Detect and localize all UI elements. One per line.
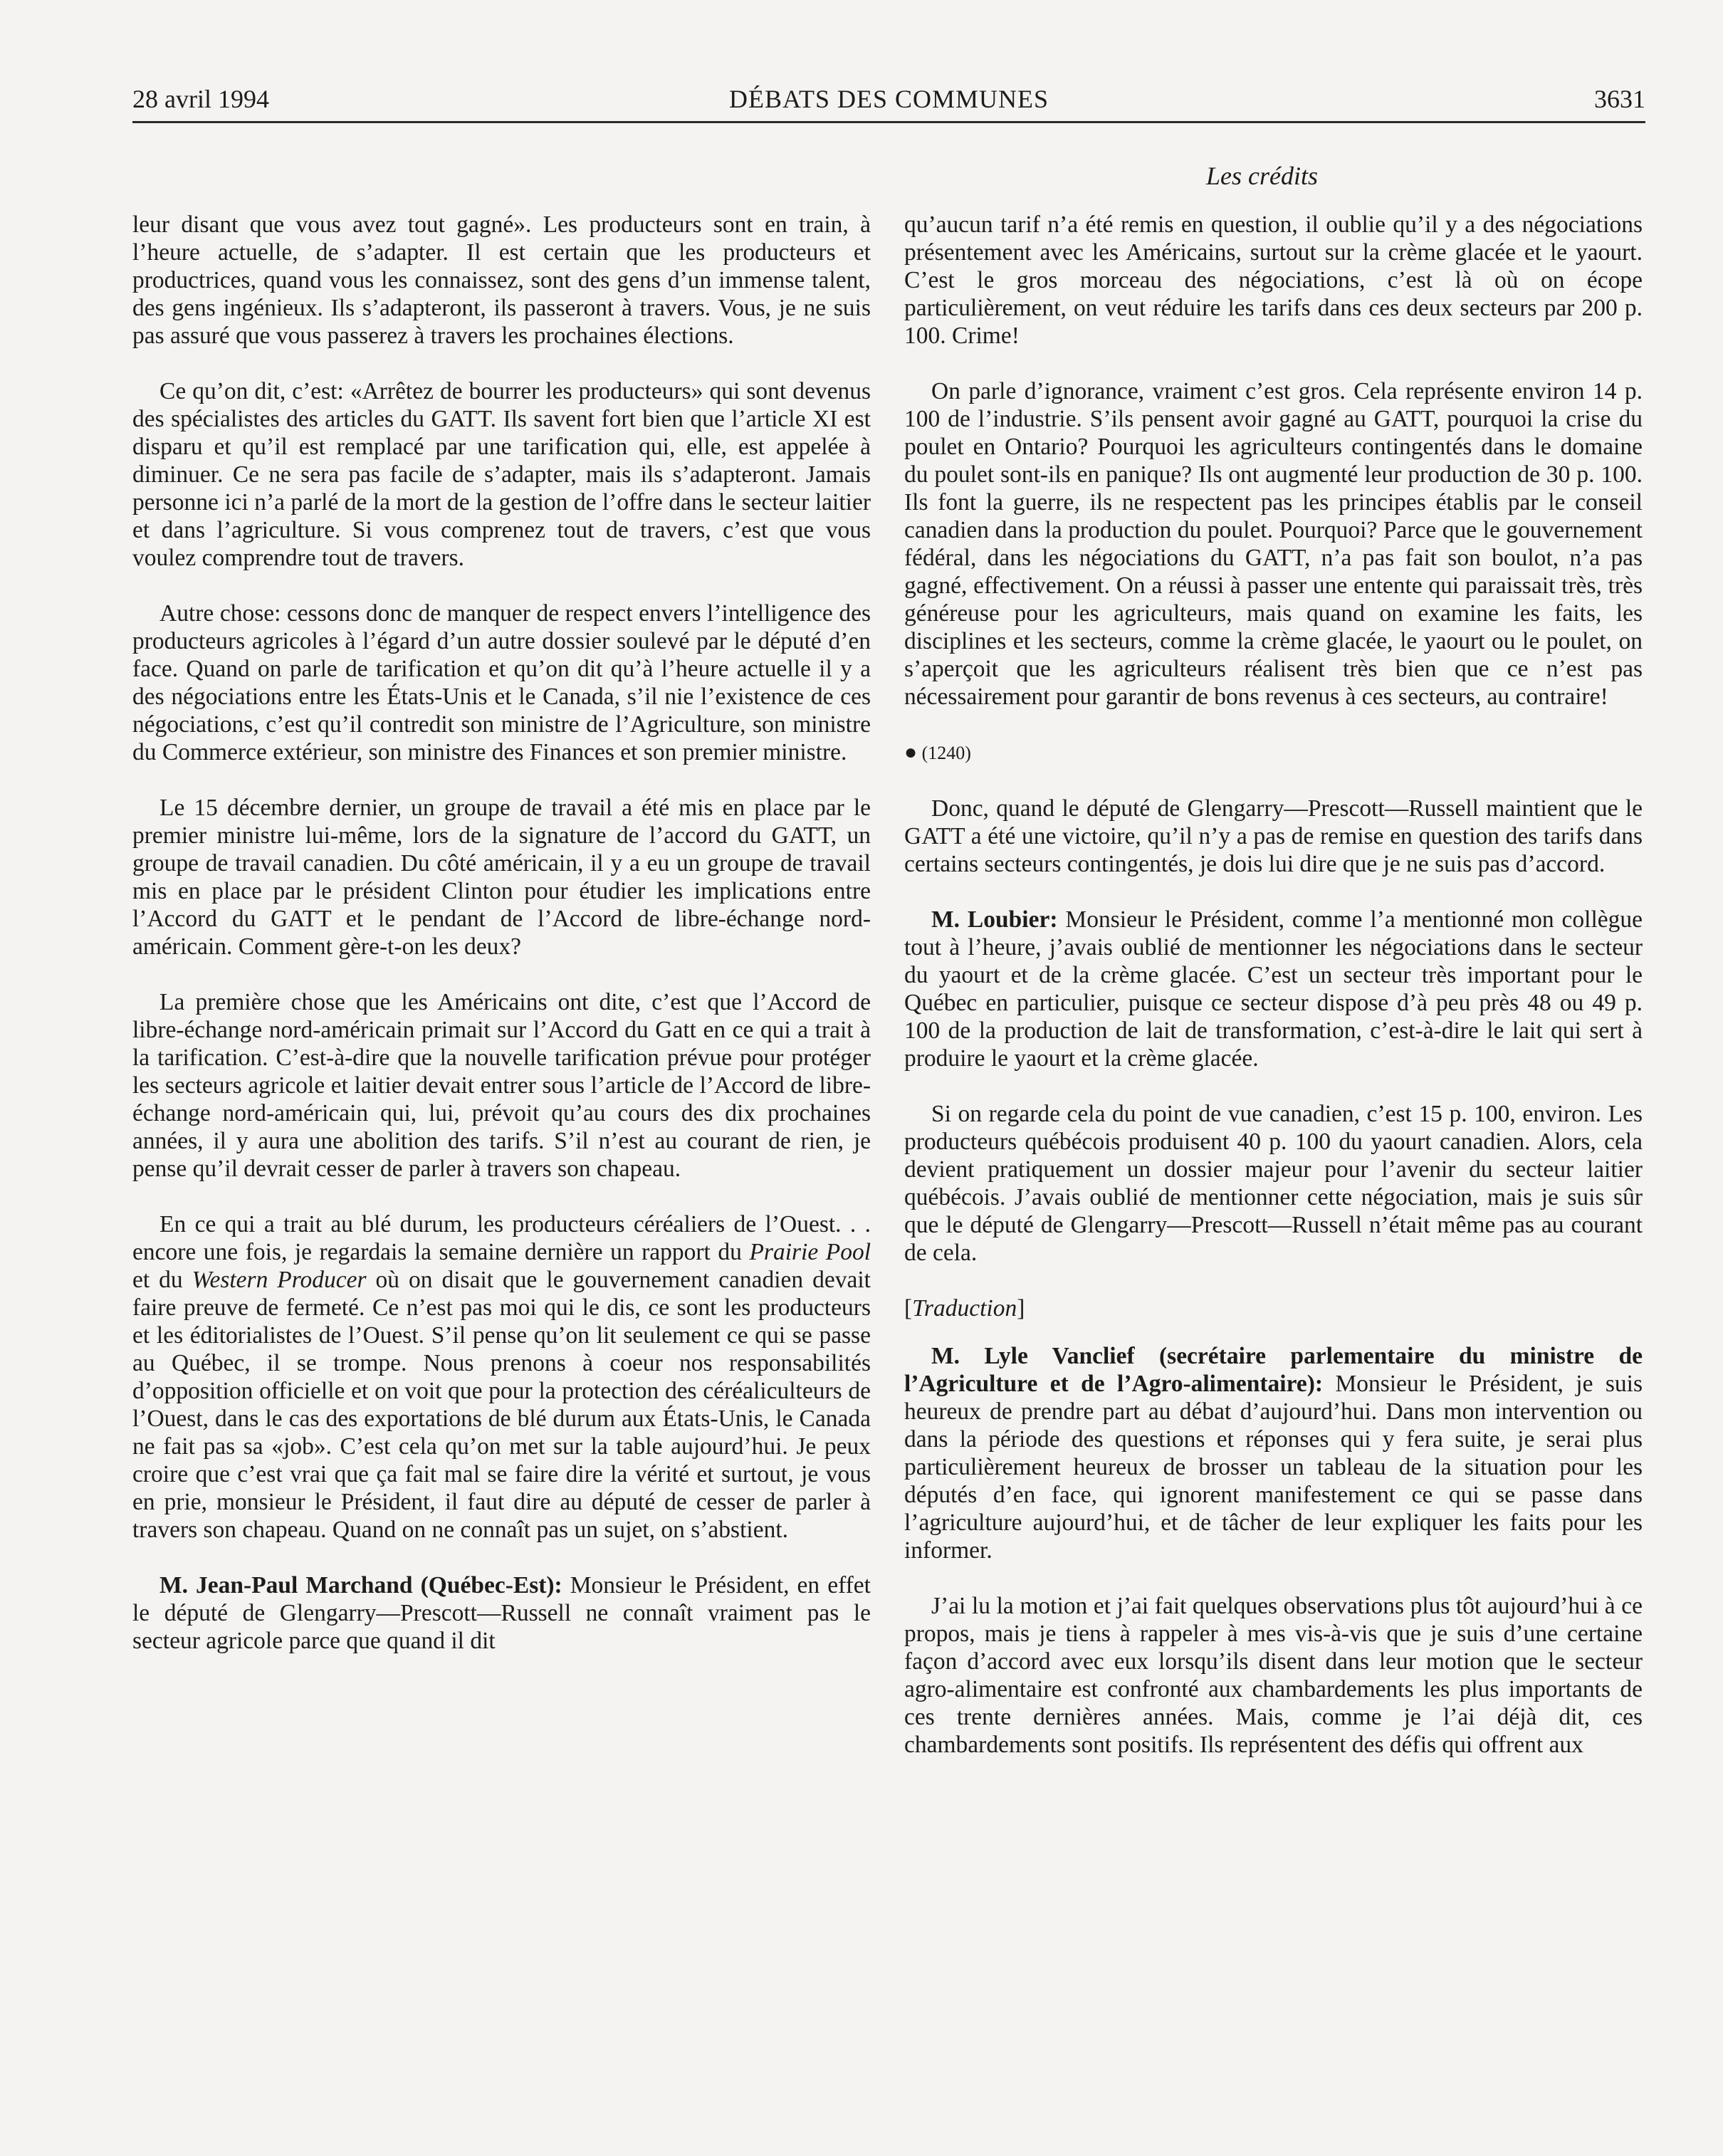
speech bbox=[904, 906, 1643, 1072]
bullet-icon: ● bbox=[904, 741, 918, 764]
page-header bbox=[132, 84, 1645, 124]
paragraph: Le 15 décembre dernier, un groupe de travail a été mis en place par le premier ministre lui-même, lors de la signature de l’accord du GATT, un groupe de travail canadien. Du côté américain, il y a eu un groupe de travail mis en place par le président Clinton pour étudier les implications entre l’Accord du GATT et le pendant de l’Accord de libre-échange nord-américain. Comment gère-t-on les deux? bbox=[132, 795, 871, 960]
translation-label: Traduction bbox=[912, 1295, 1017, 1322]
page-number: 3631 bbox=[1594, 85, 1645, 113]
header-date: 28 avril 1994 bbox=[132, 85, 269, 113]
publication-name: Western Producer bbox=[192, 1267, 367, 1293]
left-column bbox=[132, 211, 871, 1655]
publication-name: Prairie Pool bbox=[749, 1239, 871, 1265]
paragraph: qu’aucun tarif n’a été remis en question, il oublie qu’il y a des négociations présentement avec les Américains, surtout sur la crème glacée et le yaourt. C’est le gros morceau des négociations, c’est là où on écope particulièrement, on veut réduire les tarifs dans ces deux secteurs par 200 p. 100. Crime! bbox=[904, 211, 1643, 349]
speech bbox=[132, 1571, 871, 1655]
speaker-name: M. Jean-Paul Marchand (Québec-Est): bbox=[159, 1572, 562, 1598]
paragraph: Si on regarde cela du point de vue canadien, c’est 15 p. 100, environ. Les producteurs québécois produisent 40 p. 100 du yaourt canadien. Alors, cela devient pratiquement un dossier majeur pour l’avenir du secteur laitier québécois. J’avais oublié de mentionner cette négociation, mais je suis sûr que le député de Glengarry—Prescott—Russell n’était même pas au courant de cela. bbox=[904, 1101, 1643, 1266]
time-marker bbox=[904, 738, 1643, 767]
speaker-name: M. Loubier: bbox=[931, 906, 1058, 933]
section-title: Les crédits bbox=[1206, 162, 1318, 190]
speaker-name: M. Lyle Vanclief (secrétaire parlementaire du ministre de l’Agriculture et de l’Agro-alimentaire): bbox=[904, 1343, 1643, 1397]
paragraph: leur disant que vous avez tout gagné». Les producteurs sont en train, à l’heure actuelle, de s’adapter. Il est certain que les producteurs et productrices, quand vous les connaissez, sont des gens d’un immense talent, des gens ingénieux. Ils s’adapteront, ils passeront à travers. Vous, je ne suis pas assuré que vous passerez à travers les prochaines élections. bbox=[132, 211, 871, 349]
speech bbox=[904, 1342, 1643, 1564]
paragraph: Ce qu’on dit, c’est: «Arrêtez de bourrer les producteurs» qui sont devenus des spécialistes des articles du GATT. Ils savent fort bien que l’article XI est disparu et qu’il est remplacé par une tarification qui, elle, est appelée à diminuer. Ce ne sera pas facile de s’adapter, mais ils s’adapteront. Jamais personne ici n’a parlé de la mort de la gestion de l’offre dans le secteur laitier et dans l’agriculture. Si vous comprenez tout de travers, c’est que vous voulez comprendre tout de travers. bbox=[132, 378, 871, 571]
paragraph: On parle d’ignorance, vraiment c’est gros. Cela représente environ 14 p. 100 de l’industrie. S’ils pensent avoir gagné au GATT, pourquoi la crise du poulet en Ontario? Pourquoi les agriculteurs contingentés dans le domaine du poulet sont-ils en panique? Ils ont augmenté leur production de 30 p. 100. Ils font la guerre, ils ne respectent pas les principes établis par le conseil canadien dans la production du poulet. Pourquoi? Parce que le gouvernement fédéral, dans les négociations du GATT, n’a pas fait son boulot, n’a pas gagné, effectivement. On a réussi à passer une entente qui paraissait très, très généreuse pour les agriculteurs, mais quand on examine les faits, les disciplines et les secteurs, comme la crème glacée, le yaourt ou le poulet, on s’aperçoit que les agriculteurs réalisent très bien que ce n’est pas nécessairement pour garantir de bons revenus à ces secteurs, au contraire! bbox=[904, 378, 1643, 710]
paragraph-text: En ce qui a trait au blé durum, les producteurs céréaliers de l’Ouest. . . encore une fois, je regardais la semaine dernière un rapport du bbox=[132, 1211, 871, 1265]
speech-text: Monsieur le Président, en effet le député de Glengarry—Prescott—Russell ne connaît vraiment pas le secteur agricole parce que quand il dit bbox=[132, 1572, 871, 1654]
right-column bbox=[904, 211, 1643, 1759]
paragraph: La première chose que les Américains ont dite, c’est que l’Accord de libre-échange nord-américain primait sur l’Accord du Gatt en ce qui a trait à la tarification. C’est-à-dire que la nouvelle tarification prévue pour protéger les secteurs agricole et laitier devait entrer sous l’article de l’Accord de libre-échange nord-américain qui, lui, prévoit qu’au cours des dix prochaines années, il y aura une abolition des tarifs. S’il n’est au courant de rien, je pense qu’il devrait cesser de parler à travers son chapeau. bbox=[132, 989, 871, 1182]
paragraph: Autre chose: cessons donc de manquer de respect envers l’intelligence des producteurs agricoles à l’égard d’un autre dossier soulevé par le député d’en face. Quand on parle de tarification et qu’on dit qu’à l’heure actuelle il y a des négociations entre les États-Unis et le Canada, s’il nie l’existence de ces négociations, c’est qu’il contredit son ministre de l’Agriculture, son ministre du Commerce extérieur, son ministre des Finances et son premier ministre. bbox=[132, 600, 871, 765]
translation-tag: [Traduction] bbox=[904, 1295, 1025, 1322]
paragraph-text: où on disait que le gouvernement canadien devait faire preuve de fermeté. Ce n’est pas moi qui le dis, ce sont les producteurs et les éditorialistes de l’Ouest. S’il pense qu’on lit seulement ce qui se passe au Québec, il se trompe. Nous prenons à coeur nos responsabilités d’opposition officielle et on voit que pour la protection des céréaliculteurs de l’Ouest, dans le cas des exportations de blé durum aux États-Unis, le Canada ne fait pas sa «job». C’est cela qu’on met sur la table aujourd’hui. Je peux croire que c’est vrai que ça fait mal se faire dire la vérité et surtout, je vous en prie, monsieur le Président, il faut dire au député de cesser de parler à travers son chapeau. Quand on ne connaît pas un sujet, on s’abstient. bbox=[132, 1267, 871, 1543]
paragraph: Donc, quand le député de Glengarry—Prescott—Russell maintient que le GATT a été une victoire, qu’il n’y a pas de remise en question des tarifs dans certains secteurs contingentés, je dois lui dire que je ne suis pas d’accord. bbox=[904, 795, 1643, 877]
speech-text: Monsieur le Président, comme l’a mentionné mon collègue tout à l’heure, j’avais oublié de mentionner les négociations dans le secteur du yaourt et de la crème glacée. C’est un secteur très important pour le Québec en particulier, puisque ce secteur dispose d’à peu près 48 ou 49 p. 100 de la production de lait de transformation, c’est-à-dire le lait qui sert à produire le yaourt et la crème glacée. bbox=[904, 906, 1643, 1072]
paragraph-text: et du bbox=[132, 1267, 192, 1293]
speech-text: Monsieur le Président, je suis heureux de prendre part au débat d’aujourd’hui. Dans mon intervention ou dans la période des questions et réponses qui y fera suite, je serai plus particulièrement heureux de brosser un tableau de la situation pour les députés d’en face, qui ignorent manifestement ce qui se passe dans l’agriculture aujourd’hui, et de tâcher de leur expliquer les faits pour les informer. bbox=[904, 1371, 1643, 1564]
header-title: DÉBATS DES COMMUNES bbox=[728, 85, 1049, 113]
header-rule bbox=[132, 121, 1645, 123]
time-marker-text: (1240) bbox=[921, 743, 971, 763]
paragraph bbox=[132, 1210, 871, 1544]
paragraph: J’ai lu la motion et j’ai fait quelques observations plus tôt aujourd’hui à ce propos, mais je tiens à rappeler à mes vis-à-vis que je suis d’une certaine façon d’accord avec eux lorsqu’ils disent dans leur motion que le secteur agro-alimentaire est confronté aux chambardements les plus importants de ces trente dernières années. Mais, comme je l’ai déjà dit, ces chambardements sont positifs. Ils représentent des défis qui offrent aux bbox=[904, 1593, 1643, 1758]
